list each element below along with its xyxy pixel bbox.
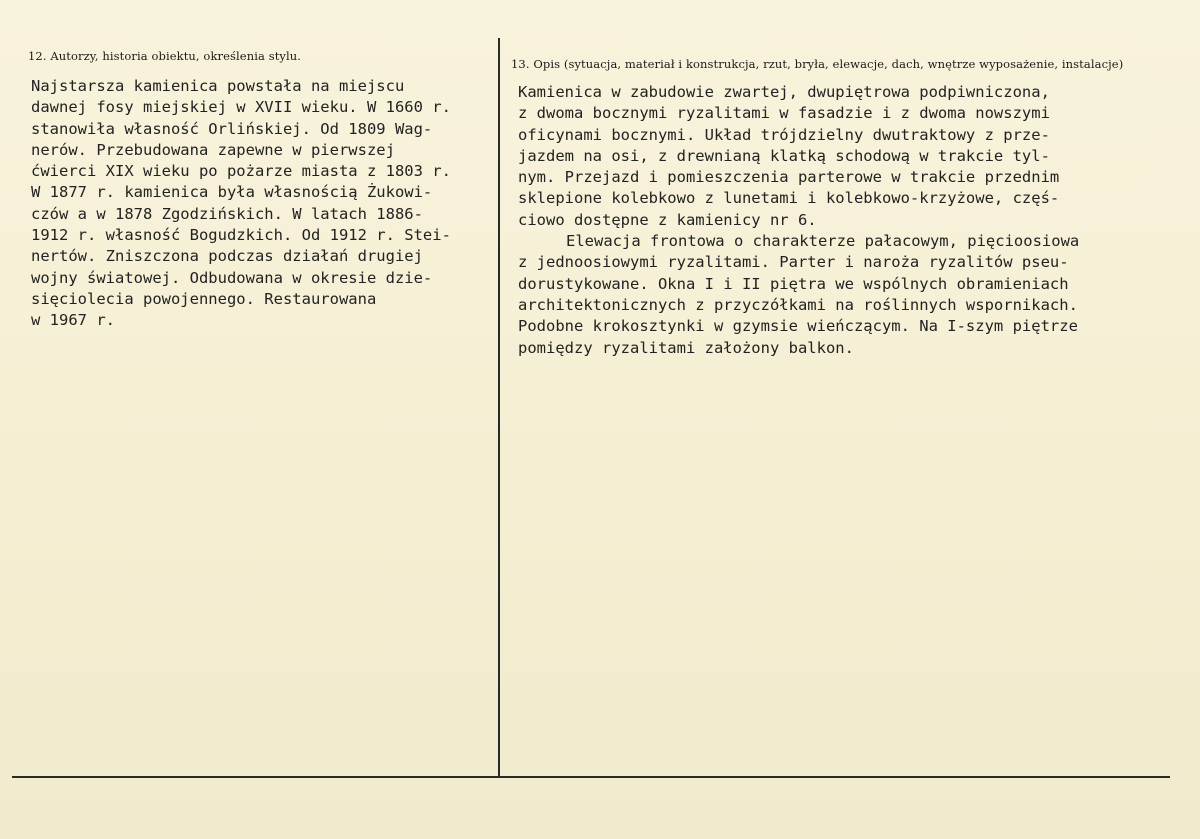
description-line: pomiędzy ryzalitami założony balkon. — [518, 338, 854, 357]
description-line: z jednoosiowymi ryzalitami. Parter i naroża ryzalitów pseu- — [518, 253, 1069, 272]
history-text — [31, 76, 451, 332]
description-line: architektonicznych z przyczółkami na roślinnych wspornikach. — [518, 295, 1078, 314]
history-line: dawnej fosy miejskiej w XVII wieku. W 1660 r. — [31, 98, 451, 117]
description-line: Elewacja frontowa o charakterze pałacowym, pięcioosiowa — [566, 232, 1080, 251]
description-line: dorustykowane. Okna I i II piętra we wspólnych obramieniach — [518, 274, 1069, 293]
history-line: czów a w 1878 Zgodzińskich. W latach 1886- — [31, 204, 423, 223]
column-divider — [498, 38, 500, 778]
history-line: nertów. Zniszczona podczas działań drugiej — [31, 247, 423, 266]
history-line: ćwierci XIX wieku po pożarze miasta z 1803 r. — [31, 162, 451, 181]
history-line: stanowiła własność Orlińskiej. Od 1809 Wag- — [31, 119, 433, 138]
history-line: sięciolecia powojennego. Restaurowana — [31, 289, 377, 308]
description-line: z dwoma bocznymi ryzalitami w fasadzie i z dwoma nowszymi — [518, 104, 1050, 123]
description-line: Kamienica w zabudowie zwartej, dwupiętrowa podpiwniczona, — [518, 83, 1050, 101]
description-line: Podobne krokosztynki w gzymsie wieńczącym. Na I-szym piętrze — [518, 317, 1078, 336]
bottom-rule — [12, 776, 1170, 778]
description-line: sklepione kolebkowo z lunetami i kolebkowo-krzyżowe, częś- — [518, 189, 1060, 208]
history-line: W 1877 r. kamienica była własnością Żukowi- — [31, 183, 433, 202]
description-text — [518, 82, 1079, 359]
description-line: ciowo dostępne z kamienicy nr 6. — [518, 210, 817, 229]
history-line: 1912 r. własność Bogudzkich. Od 1912 r. Stei- — [31, 226, 451, 245]
history-line: nerów. Przebudowana zapewne w pierwszej — [31, 140, 395, 159]
description-line: oficynami bocznymi. Układ trójdzielny dwutraktowy z prze- — [518, 125, 1050, 144]
field-13-label: 13. Opis (sytuacja, materiał i konstrukcja, rzut, bryła, elewacje, dach, wnętrze wyposażenie, instalacje) — [511, 57, 1124, 71]
description-line: jazdem na osi, z drewnianą klatką schodową w trakcie tyl- — [518, 146, 1050, 165]
history-line: wojny światowej. Odbudowana w okresie dzie- — [31, 268, 433, 287]
history-line: w 1967 r. — [31, 311, 115, 330]
description-line: nym. Przejazd i pomieszczenia parterowe w trakcie przednim — [518, 168, 1060, 187]
field-12-label: 12. Autorzy, historia obiektu, określenia stylu. — [28, 49, 302, 63]
history-line: Najstarsza kamienica powstała na miejscu — [31, 77, 405, 95]
